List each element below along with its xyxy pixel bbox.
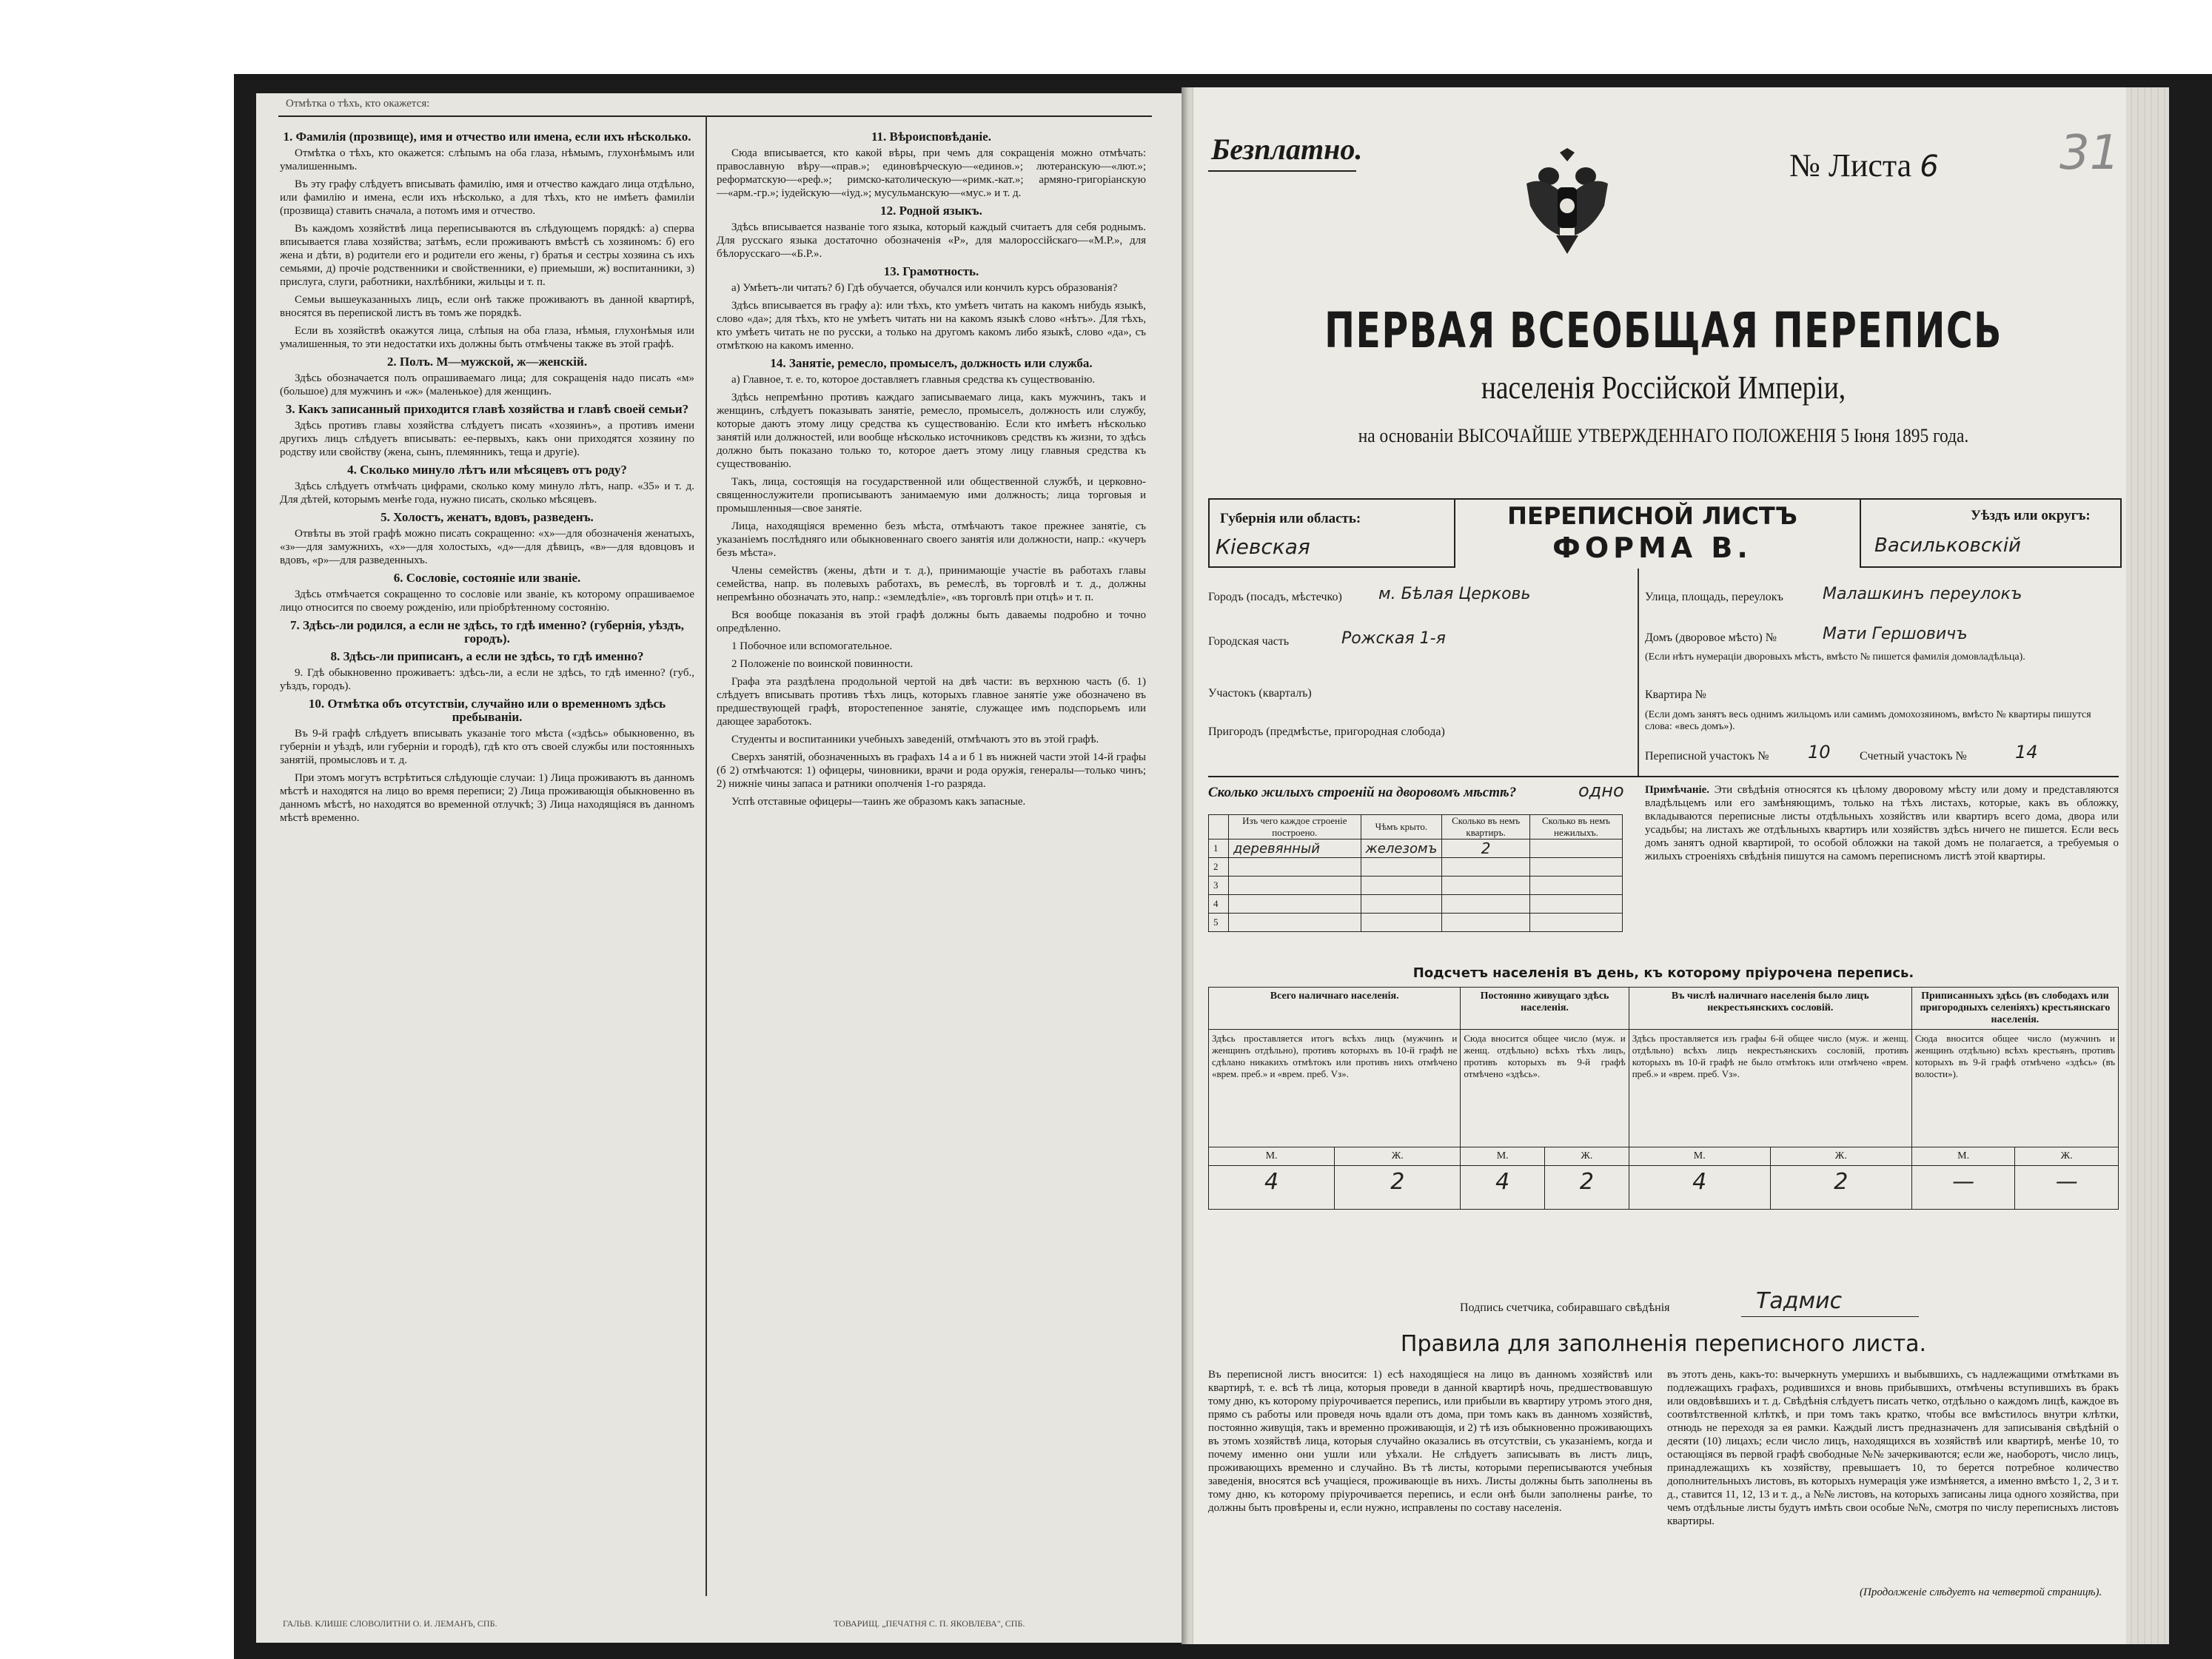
paragraph: Сверхъ занятій, обозначенныхъ въ графахъ 14 а и б 1 въ нижней части этой 14-й графы (б 2) отмѣчаются: 1) офицеры, чиновники, врачи и рода оружія, генералы—только чинъ; 2) нижніе чины запаса и ратники ополченія 1-го разряда.: [717, 751, 1146, 790]
rules-column-2: въ этотъ день, какъ-то: вычеркнуть умершихъ и выбывшихъ, съ надлежащими отмѣтками въ подлежащихъ графахъ, родившихся и вновь прибывшихъ, отмѣчены вступившихъ въ бракъ или овдовѣвшихъ и т. д. Свѣдѣнія слѣдуетъ писать четко, отдѣльно о каждомъ лицѣ, каждое въ соотвѣтственной клѣткѣ, и при томъ такъ кратко, чтобы все вмѣстилось внутри клѣтки, отнюдь не переходя за ея рамки. Каждый листъ предназначенъ для записыванія свѣдѣній о десяти (10) лицахъ; если число лицъ, находящихся въ хозяйствѣ или квартирѣ, менѣе 10, то остающіяся въ первой графѣ свободные №№ зачеркиваются; если же, наоборотъ, число лицъ, принадлежащихъ къ хозяйству, превышаетъ 10, то берется потребное количество дополнительныхъ листовъ, въ которыхъ нумерація уже измѣняется, а именно вмѣсто 1, 2, 3 и т. д., ставится 11, 12, 13 и т. д., а №№ листовъ, на которыхъ записаны лица одного хозяйства, при чемъ отдѣльные листы будутъ имѣть свои особые №№, смотря по числу переписныхъ листовъ квартиры.: [1667, 1369, 2119, 1527]
right-page: [1193, 87, 2169, 1644]
paragraph: Если въ хозяйствѣ окажутся лица, слѣпыя на оба глаза, нѣмыя, глухонѣмыя или умалишенныя, то эти недостатки ихъ должны быть отмѣчены также въ этой графѣ.: [280, 325, 694, 350]
header-rule: [278, 115, 1152, 117]
paragraph: 1 Побочное или вспомогательное.: [731, 640, 893, 652]
ulica-value: Малашкинъ переулокъ: [1823, 585, 2022, 603]
signature-line: [1741, 1316, 1919, 1317]
left-page: [256, 93, 1183, 1643]
header-material: Изъ чего каждое строеніе построено.: [1229, 815, 1361, 839]
schetny-uchastok-label: Счетный участокъ №: [1860, 750, 1967, 763]
section-heading: 11. Вѣроисповѣданіе.: [871, 130, 992, 144]
sheet-number-label: № Листа: [1789, 147, 1912, 184]
left-page-header: Отмѣтка о тѣхъ, кто окажется:: [286, 98, 430, 110]
rules-continued: (Продолженіе слѣдуетъ на четвертой страницѣ).: [1860, 1586, 2102, 1598]
free-underline: [1208, 170, 1356, 172]
form-title: ПЕРЕПИСНОЙ ЛИСТЪ: [1507, 502, 1797, 530]
guberniya-value: Кіевская: [1216, 534, 1310, 559]
count-note-total: Здѣсь проставляется итогъ всѣхъ лицъ (мужчинъ и женщинъ отдѣльно), противъ которыхъ въ 10-й графѣ не сдѣлано никакихъ отмѣтокъ или противъ нихъ отмѣчено «врем. преб.» и «врем. преб. Vз».: [1209, 1030, 1461, 1147]
dom-note: (Если нѣтъ нумераціи дворовыхъ мѣстъ, вмѣсто № пишется фамилія домовладѣльца).: [1645, 651, 2025, 663]
section-heading: 3. Какъ записанный приходится главѣ хозяйства и главѣ своей семьи?: [285, 402, 689, 416]
count-value: 2: [1545, 1166, 1629, 1210]
table-row: 4: [1209, 895, 1623, 914]
count-value: 2: [1770, 1166, 1911, 1210]
count-value: 2: [1335, 1166, 1461, 1210]
section-heading: 14. Занятіе, ремесло, промыселъ, должность или служба.: [770, 356, 1093, 370]
signature-value: Тадмис: [1756, 1288, 1843, 1314]
count-header-noncrestyan: Въ числѣ наличнаго населенія было лицъ некрестьянскихъ сословій.: [1629, 988, 1911, 1030]
paragraph: 9. Гдѣ обыкновенно проживаетъ: здѣсь-ли, а если не здѣсь, то гдѣ именно? (губ., уѣздъ, городъ).: [280, 667, 694, 692]
ulica-label: Улица, площадь, переулокъ: [1645, 591, 1783, 603]
count-title: Подсчетъ населенія въ день, къ которому пріурочена перепись.: [1412, 965, 1914, 981]
paragraph: Здѣсь непремѣнно противъ каждаго записываемаго лица, какъ мужчинъ, такъ и женщинъ, слѣдуетъ показывать занятіе, ремесло, промыселъ, должность или службу, которые даютъ этому лицу средства къ существованію. Если кто имѣетъ нѣсколько занятій или должностей, или вообще нѣсколько источниковъ средствъ къ жизни, то здѣсь должно быть показано только то, которое даетъ этому лицу главныя средства къ существованію.: [717, 392, 1146, 470]
census-title: ПЕРВАЯ ВСЕОБЩАЯ ПЕРЕПИСЬ: [1324, 302, 2002, 359]
count-value: 4: [1629, 1166, 1770, 1210]
left-column-2: [717, 126, 1146, 1569]
gorod-label: Городъ (посадъ, мѣстечко): [1208, 591, 1342, 603]
buildings-question: Сколько жилыхъ строеній на дворовомъ мѣстѣ?: [1208, 785, 1517, 800]
buildings-note: [1645, 783, 2119, 863]
paragraph: Здѣсь вписывается названіе того языка, который каждый считаетъ для себя роднымъ. Для русскаго языка достаточно обозначенія «Р», для малороссійскаго—«М.Р.», для бѣлорусскаго—«Б.Р.».: [717, 221, 1146, 260]
sex-label-row: М. Ж. М. Ж. М. Ж. М. Ж.: [1209, 1147, 2119, 1166]
paragraph: Здѣсь обозначается полъ опрашиваемаго лица; для сокращенія надо писать «м» (большое) для мужчинъ и «ж» (маленькое) для женщинъ.: [280, 372, 694, 398]
paragraph: Студенты и воспитанники учебныхъ заведеній, отмѣчаютъ это въ этой графѣ.: [731, 734, 1099, 745]
sheet-number-value: 6: [1920, 150, 1939, 184]
count-header-crestyan: Приписанныхъ здѣсь (въ слободахъ или пригородныхъ селеніяхъ) крестьянскаго населенія.: [1911, 988, 2118, 1030]
paragraph: Въ эту графу слѣдуетъ вписывать фамилію, имя и отчество каждаго лица отдѣльно, или фамилію и имена, если ихъ нѣсколько, а для тѣхъ, кто не имѣетъ фамиліи (прозвища) ставить сначала, а потомъ имя и отчество.: [280, 178, 694, 217]
gorod-value: м. Бѣлая Церковь: [1378, 585, 1531, 603]
paragraph: Успѣ отставные офицеры—таинъ же образомъ какъ запасные.: [731, 796, 1026, 808]
kvartira-label: Квартира №: [1645, 688, 1706, 701]
count-value: —: [1911, 1166, 2015, 1210]
left-column-1: [280, 126, 694, 1569]
count-header-permanent: Постоянно живущаго здѣсь населенія.: [1461, 988, 1629, 1030]
signature-label: Подпись счетчика, собиравшаго свѣдѣнія: [1460, 1301, 1670, 1314]
header-flats: Сколько въ немъ квартиръ.: [1442, 815, 1530, 839]
count-value: 4: [1461, 1166, 1545, 1210]
paragraph: Здѣсь противъ главы хозяйства слѣдуетъ писать «хозяинъ», а противъ имени другихъ лицъ слѣдуетъ вписывать: ее-первыхъ, какъ они приходятся хозяину по родству или свойству (жена, сынъ, племянникъ, теща и другіе).: [280, 420, 694, 458]
count-header-total: Всего наличнаго населенія.: [1209, 988, 1461, 1030]
uchastok-label: Участокъ (кварталъ): [1208, 687, 1312, 700]
table-row: 2: [1209, 858, 1623, 877]
header-nonresidential: Сколько въ немъ нежилыхъ.: [1529, 815, 1622, 839]
schetny-uchastok-value: 14: [2015, 742, 2038, 763]
count-values-row: [1209, 1166, 2119, 1210]
note-title: Примѣчаніе.: [1645, 784, 1710, 796]
sheet-number: [1789, 147, 1939, 184]
rules-column-1: Въ переписной листъ вносится: 1) есѣ находящіеся на лицо въ данномъ хозяйствѣ или квартирѣ, т. е. всѣ тѣ лица, которыя проведи в данной квартирѣ ночь, предшествовавшую тому дню, къ которому пріурочивается перепись, или прибыли въ квартиру утромъ этого дня, прямо съ работы или проведя ночь вдали отъ дома, при томъ какъ въ данномъ хозяйствѣ, постоянно живущія, такъ и временно проживающія, и 2) тѣ изъ обыкновенно проживающихъ въ этомъ хозяйствѣ лица, которыя случайно оказались въ отсутствіи, съ указаніемъ, когда и почему именно они ушли или уѣхали. Не слѣдуетъ записывать въ листъ лицъ, проживающихъ временно и случайно. Въ тѣ листы, которыми переписываются учебныя заведенія, вносятся всѣ учащіеся, проживающіе въ нихъ. Листы должны быть заполнены въ тому дню, къ которому пріурочивается перепись, и если онѣ были заполнены ранѣе, то должны быть провѣрены и, если нужно, исправлены по составу населенія.: [1208, 1369, 1652, 1514]
table-row: 3: [1209, 877, 1623, 895]
uezd-value: Васильковскій: [1874, 534, 2021, 557]
left-footer-imprint: ГАЛЬВ. КЛИШЕ СЛОВОЛИТНИ О. И. ЛЕМАНЪ, СПБ.: [283, 1618, 497, 1629]
perepisnoy-uchastok-label: Переписной участокъ №: [1645, 750, 1769, 763]
address-divider: [1638, 569, 1639, 776]
section-heading: 13. Грамотность.: [883, 264, 979, 278]
address-bottom-rule: [1208, 776, 2119, 777]
paragraph: Здѣсь вписывается въ графу а): или тѣхъ, кто умѣетъ читать на какомъ нибудь языкѣ, слово «да»; для тѣхъ, кто не умѣетъ читать ни на какомъ языкѣ слово «нѣтъ». Для тѣхъ, кто умѣетъ читать не по русски, а только на другомъ какомъ либо языкѣ, слово «да», съ отмѣткою на какомъ именно.: [717, 300, 1146, 352]
paragraph: Вся вообще показанія въ этой графѣ должны быть даваемы подробно и точно опредѣленно.: [717, 609, 1146, 634]
dom-value: Мати Гершовичъ: [1823, 625, 1968, 643]
paragraph: При этомъ могутъ встрѣтиться слѣдующіе случаи: 1) Лица проживаютъ въ данномъ мѣстѣ и находятся на лицо во время переписи; 2) Лица проживающія обыкновенно въ данномъ мѣстѣ, но находятся во временной отлучкѣ; 3) Лица находящіяся въ данномъ мѣстѣ временно.: [280, 772, 694, 824]
paragraph: Такъ, лица, состоящія на государственной или общественной службѣ, и церковно-священнослужители прописываютъ занимаемую ими должность; лица торговыя и промышленныя—свое занятіе.: [717, 476, 1146, 515]
paragraph: Отмѣтка о тѣхъ, кто окажется: слѣпымъ на оба глаза, нѣмымъ, глухонѣмымъ или умалишеннымъ.: [280, 147, 694, 172]
section-heading: 5. Холостъ, женатъ, вдовъ, разведенъ.: [381, 510, 594, 524]
right-footer-imprint: ТОВАРИЩ. „ПЕЧАТНЯ С. П. ЯКОВЛЕВА", СПБ.: [834, 1618, 1025, 1629]
column-divider: [706, 115, 707, 1596]
page-edges: [2126, 87, 2169, 1644]
section-heading: 2. Полъ. М—мужской, ж—женскій.: [386, 355, 588, 369]
paragraph: Здѣсь слѣдуетъ отмѣчать цифрами, сколько кому минуло лѣтъ, напр. «35» и т. д. Для дѣтей, которымъ менѣе года, нужно писать, сколько мѣсяцевъ.: [280, 480, 694, 506]
note-text: Эти свѣдѣнія относятся къ цѣлому дворовому мѣсту или дому и представляются владѣльцемъ или его замѣняющимъ, только на тѣхъ листахъ, которые, какъ въ обложку, вкладываются переписные листы отдѣльныхъ хозяйствъ или квартиръ всего дома, двора или усадьбы; на листахъ же отдѣльныхъ квартиръ или хозяйствъ здѣсь ничего не пишется. Если весь домъ занятъ одной квартирой, то особой обложки на такой домъ не полагается, а требуемыя о жилыхъ строеніяхъ свѣдѣнія пишутся на самомъ переписномъ листѣ этой квартиры.: [1645, 784, 2119, 862]
paragraph: Семьи вышеуказанныхъ лицъ, если онѣ также проживаютъ въ данной квартирѣ, вносятся въ перепиской листъ въ томъ же порядкѣ.: [280, 294, 694, 319]
paragraph: а) Главное, т. е. то, которое доставляетъ главныя средства къ существованію.: [731, 374, 1096, 386]
dom-label: Домъ (дворовое мѣсто) №: [1645, 631, 1777, 644]
buildings-table: [1208, 814, 1623, 932]
census-legal-basis: на основаніи ВЫСОЧАЙШЕ УТВЕРЖДЕННАГО ПОЛОЖЕНІЯ 5 Іюня 1895 года.: [1358, 425, 1969, 446]
pencil-page-number: 31: [2059, 126, 2120, 181]
table-row: 5: [1209, 914, 1623, 932]
section-heading: 12. Родной языкъ.: [880, 204, 982, 218]
paragraph: Графа эта раздѣлена продольной чертой на двѣ части: въ верхнюю часть (б. 1) слѣдуетъ вписывать противъ тѣхъ лицъ, которыхъ главное занятіе уже обозначено въ предшествующей графѣ, второстепенное занятіе, служащее имъ подспорьемъ или дающее заработокъ.: [717, 676, 1146, 728]
population-count-table: [1208, 987, 2119, 1210]
paragraph: Члены семействъ (жены, дѣти и т. д.), принимающіе участіе въ работахъ главы семейства, напр. въ полевыхъ работахъ, въ ремеслѣ, въ торговлѣ и т. д., должны непремѣнно обозначать это, напр.: «земледѣліе», «въ торговлѣ при отцѣ» и т. п.: [717, 565, 1146, 603]
paragraph: 2 Положеніе по воинской повинности.: [731, 658, 914, 670]
paragraph: Отвѣты въ этой графѣ можно писать сокращенно: «х»—для обозначенія женатыхъ, «з»—для замужнихъ, «х»—для холостыхъ, «д»—для дѣвицъ, «в»—для вдовцовъ и вдовъ, «р»—для разведенныхъ.: [280, 528, 694, 566]
section-heading: 1. Фамилія (прозвище), имя и отчество или имена, если ихъ нѣсколько.: [283, 130, 691, 144]
count-header-row: [1209, 988, 2119, 1030]
paragraph: Въ 9-й графѣ слѣдуетъ вписывать указаніе того мѣста («здѣсь» обыкновенно, въ губерніи и уѣздѣ, или губерніи и городѣ), гдѣ кто отъ своей службы или постоянныхъ занятій, промысловъ и т. д.: [280, 728, 694, 766]
form-letter: ФОРМА В.: [1552, 532, 1752, 564]
table-row: 1 деревянный железомъ 2: [1209, 839, 1623, 858]
double-headed-eagle-emblem: [1519, 147, 1615, 258]
kvartira-note: (Если домъ занятъ весь однимъ жильцомъ или самимъ домохозяиномъ, вмѣсто № квартиры пишутся слова: «весь домъ»).: [1645, 709, 2091, 732]
section-heading: 10. Отмѣтка объ отсутствіи, случайно или о временномъ здѣсь пребываніи.: [308, 697, 666, 724]
count-value: —: [2015, 1166, 2119, 1210]
paragraph: Лица, находящіяся временно безъ мѣста, отмѣчаютъ такое прежнее занятіе, съ указаніемъ послѣдняго или обыкновеннаго своего занятія или должности, напр.: «кучеръ безъ мѣста».: [717, 520, 1146, 559]
section-heading: 4. Сколько минуло лѣтъ или мѣсяцевъ отъ роду?: [347, 463, 627, 477]
paragraph: а) Умѣетъ-ли читать? б) Гдѣ обучается, обучался или кончилъ курсъ образованія?: [731, 282, 1118, 294]
count-note-permanent: Сюда вносится общее число (муж. и женщ. отдѣльно) всѣхъ тѣхъ лицъ, противъ которыхъ въ 9-й графѣ отмѣчено «здѣсь».: [1461, 1030, 1629, 1147]
guberniya-label: Губернія или область:: [1220, 511, 1361, 526]
free-label: Безплатно.: [1211, 133, 1363, 166]
section-heading: 8. Здѣсь-ли приписанъ, а если не здѣсь, то гдѣ именно?: [330, 649, 644, 663]
census-subtitle: населенія Россійской Имперіи,: [1481, 369, 1846, 406]
count-value: 4: [1209, 1166, 1335, 1210]
buildings-table-header: [1209, 815, 1623, 839]
header-roof: Чѣмъ крыто.: [1361, 815, 1442, 839]
section-heading: 6. Сословіе, состояніе или званіе.: [393, 571, 581, 585]
paragraph: Сюда вписывается, кто какой вѣры, при чемъ для сокращенія можно отмѣчать: православную вѣру—«прав.»; единовѣрческую—«единов.»; лютеранскую—«лют.»; реформатскую—«реф.»; римско-католическую—«римк.-кат.»; армяно-григоріанскую—«арм.-гр.»; іудейскую—«іуд.»; мусульманскую—«мус.» и т. д.: [717, 147, 1146, 199]
perepisnoy-uchastok-value: 10: [1808, 742, 1831, 763]
paragraph: Здѣсь отмѣчается сокращенно то сословіе или званіе, къ которому опрашиваемое лицо относится по своему рожденію, или пріобрѣтенному состоянію.: [280, 589, 694, 614]
chast-label: Городская часть: [1208, 635, 1290, 648]
count-notes-row: [1209, 1030, 2119, 1147]
count-note-noncrestyan: Здѣсь проставляется изъ графы 6-й общее число (муж. и женщ. отдѣльно) всѣхъ лицъ некрестьянскихъ сословій, противъ которыхъ въ 10-й графѣ не было отмѣтокъ или отмѣчено «врем. преб.» и «врем. преб. Vз».: [1629, 1030, 1911, 1147]
prigorod-label: Пригородъ (предмѣстье, пригородная слобода): [1208, 725, 1445, 738]
section-heading: 7. Здѣсь-ли родился, а если не здѣсь, то гдѣ именно? (губернія, уѣздъ, городъ).: [289, 618, 685, 646]
chast-value: Рожская 1-я: [1341, 629, 1446, 648]
uezd-label: Уѣздъ или округъ:: [1971, 508, 2091, 523]
paragraph: Въ каждомъ хозяйствѣ лица переписываются въ слѣдующемъ порядкѣ: а) сперва вписывается глава хозяйства; затѣмъ, если проживаютъ вмѣстѣ съ хозяиномъ: б) его жена и дѣти, в) родители его и родители его жены, г) братья и сестры хозяина съ ихъ семьями, д) прочіе родственники и свойственники, е) приемыши, ж) воспитанники, з) прислуга, слуги, работники, нахлѣбники, жильцы и т. п.: [280, 223, 694, 288]
rules-title: Правила для заполненія переписного листа.: [1400, 1331, 1927, 1357]
buildings-answer: одно: [1578, 780, 1624, 801]
count-note-crestyan: Сюда вносится общее число (мужчинъ и женщинъ отдѣльно) всѣхъ крестьянъ, противъ которыхъ въ 9-й графѣ отмѣчено «здѣсь» (въ волости»).: [1911, 1030, 2118, 1147]
